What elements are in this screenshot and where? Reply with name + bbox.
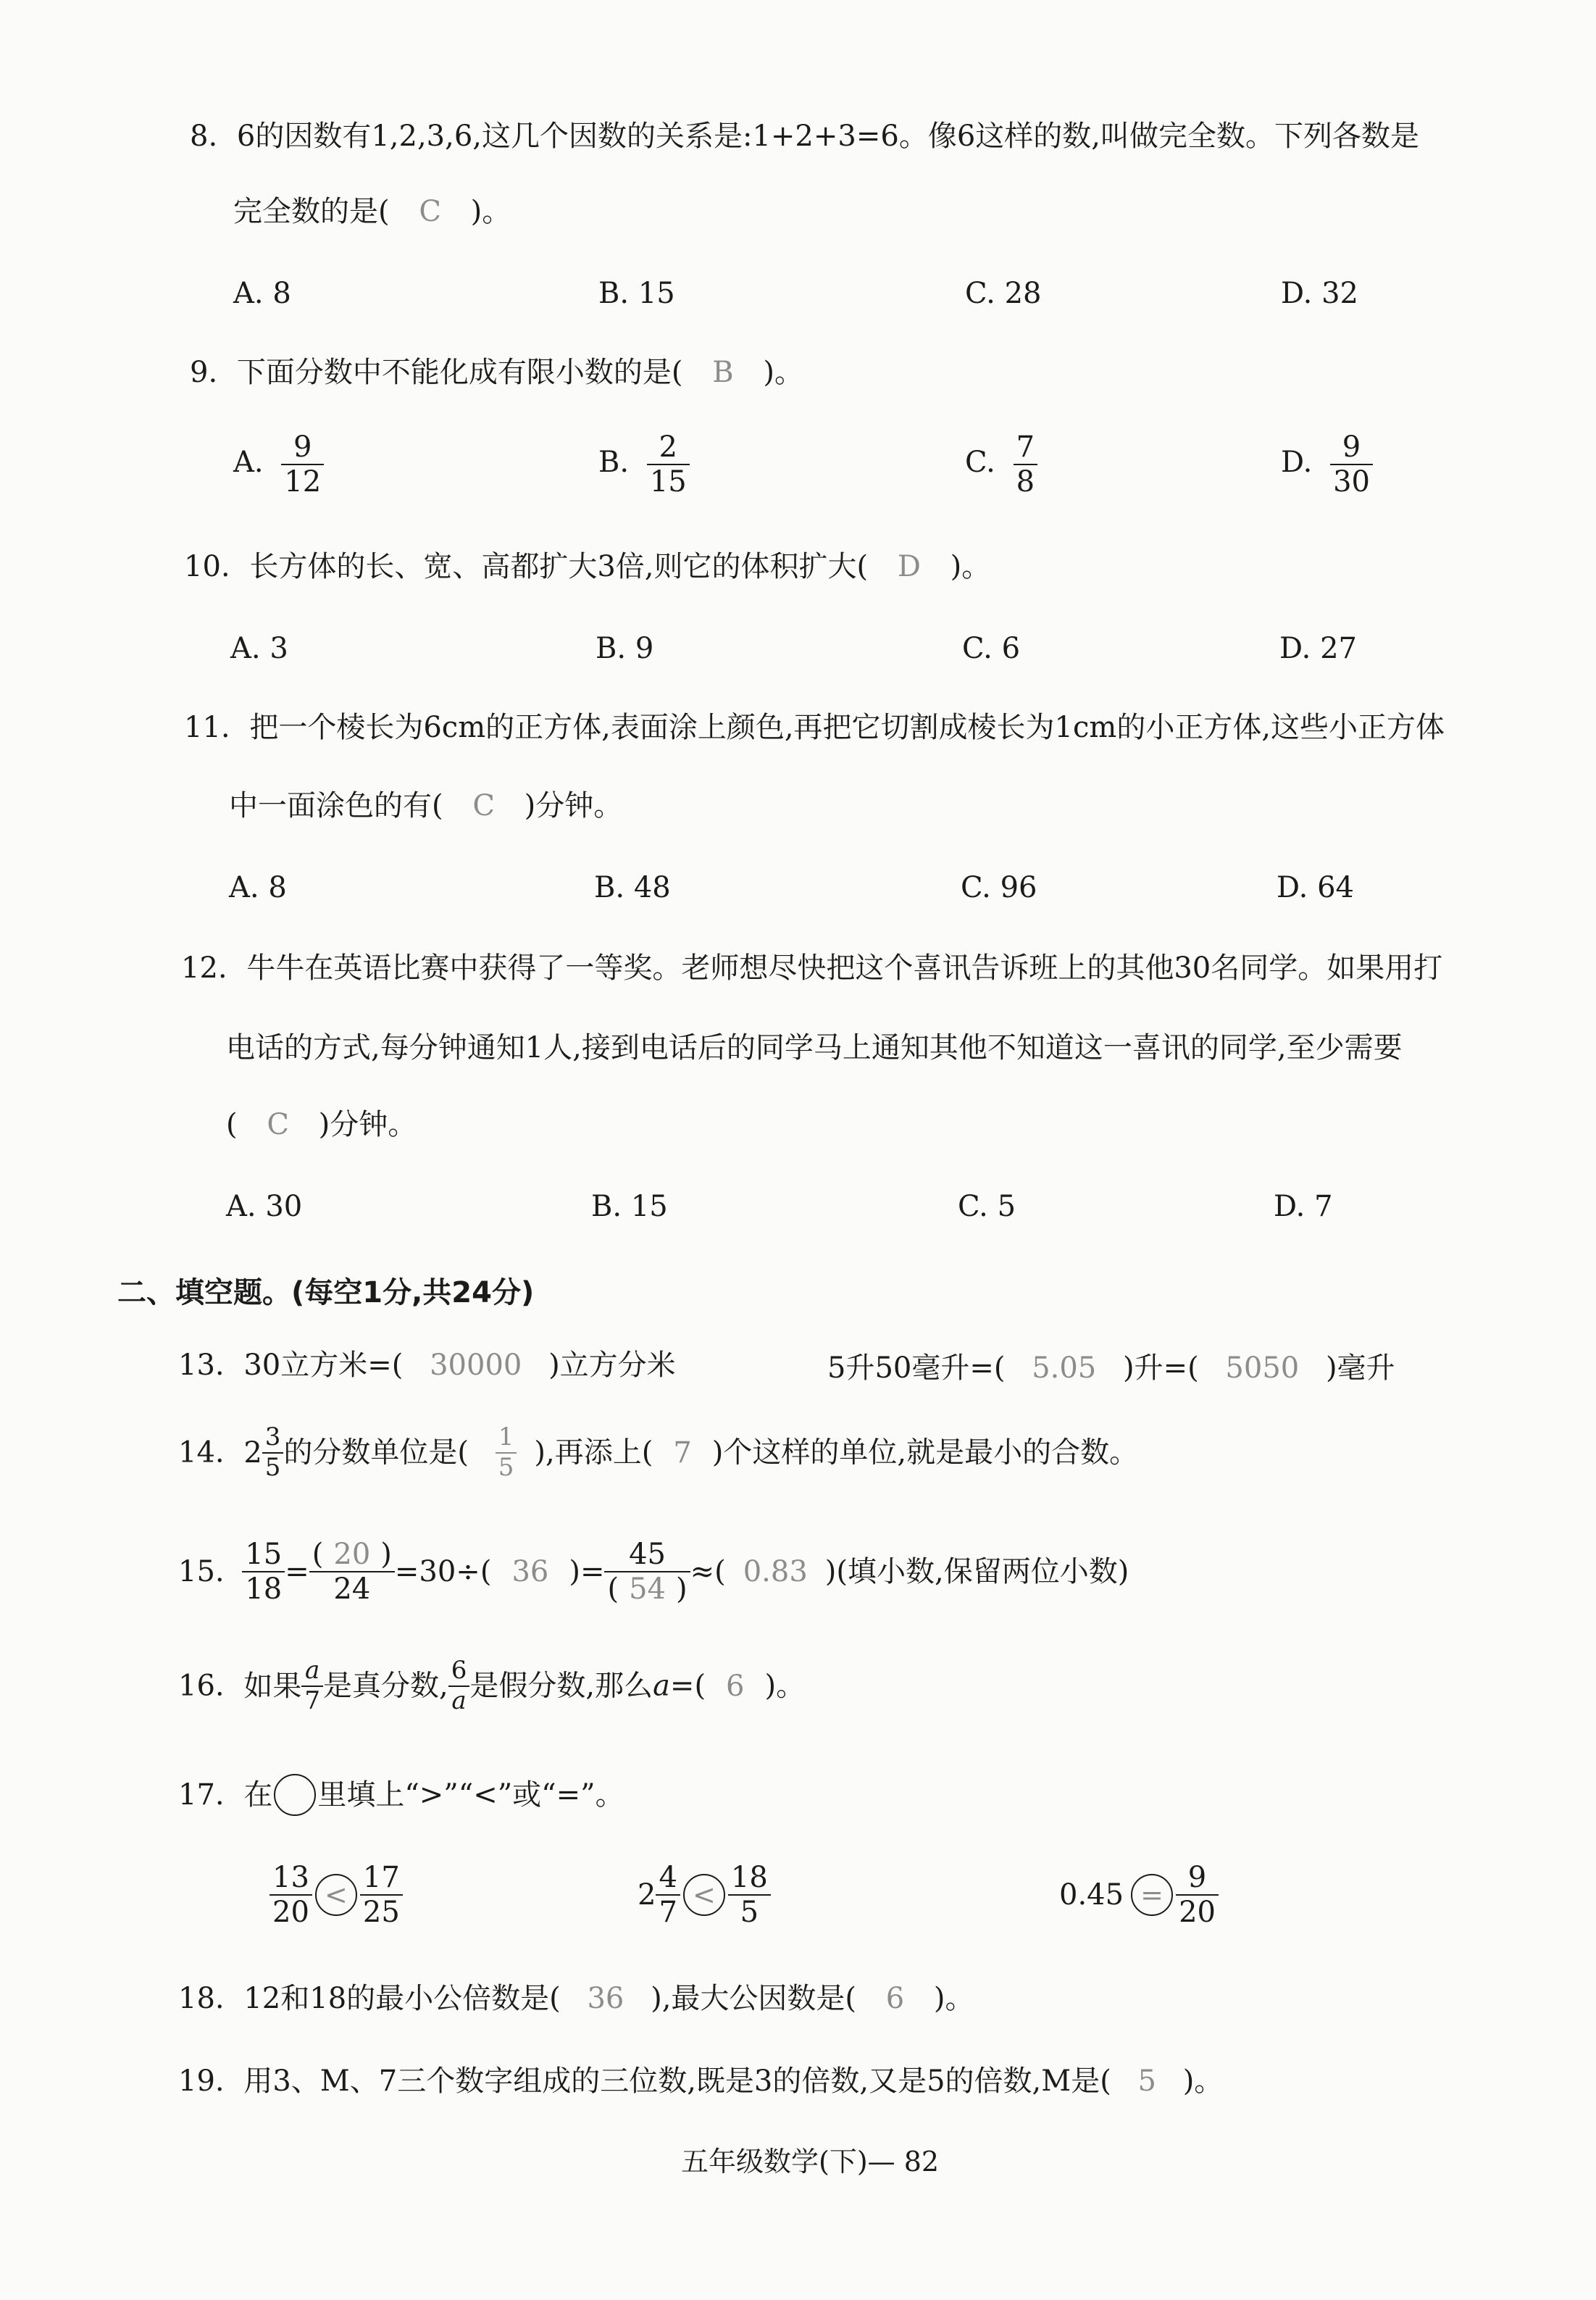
- answer-16: 6: [726, 1669, 745, 1703]
- option-c: C. $\frac{7}{8}$: [965, 432, 1037, 497]
- answer-15d: 0.83: [743, 1555, 808, 1588]
- option-b: B. 9: [596, 632, 654, 665]
- answer-14b: 7: [673, 1436, 692, 1470]
- option-c: C. 6: [962, 632, 1021, 665]
- answer-13a: 30000: [430, 1349, 522, 1382]
- option-a: A. 8: [229, 871, 287, 904]
- fraction: $\frac{18}{5}$: [728, 1862, 771, 1928]
- fraction: $\frac{45}{( 54 )}$: [604, 1539, 690, 1604]
- fraction: $\frac{13}{20}$: [270, 1862, 312, 1928]
- comparison-circle: <: [683, 1874, 725, 1916]
- question-16: 16. 如果 $\frac{a}{7}$ 是真分数, $\frac{6}{a}$ 是假分数,那么a=( 6 )。: [178, 1656, 806, 1715]
- option-a: A. 30: [226, 1190, 303, 1223]
- question-11-line-2: 中一面涂色的有( C )分钟。: [229, 789, 623, 822]
- section-heading: 二、填空题。(每空1分,共24分): [117, 1276, 535, 1309]
- question-13-part-b: 5升50毫升=( 5.05 )升=( 5050 )毫升: [827, 1351, 1395, 1385]
- question-13-part-a: 13. 30立方米=( 30000 )立方分米: [178, 1349, 676, 1382]
- fraction: $\frac{3}{5}$: [262, 1425, 284, 1480]
- answer-10: D: [897, 550, 921, 583]
- option-a: A. 3: [230, 632, 288, 665]
- fraction: $\frac{17}{25}$: [360, 1862, 403, 1928]
- question-10: 10. 长方体的长、宽、高都扩大3倍,则它的体积扩大( D )。: [184, 550, 991, 583]
- option-b: B. 48: [594, 871, 671, 904]
- answer-19: 5: [1137, 2064, 1156, 2098]
- option-d: D. 32: [1281, 277, 1358, 310]
- answer-15b: 36: [511, 1555, 549, 1588]
- question-12-line-2: 电话的方式,每分钟通知1人,接到电话后的同学马上通知其他不知道这一喜讯的同学,至少需要: [226, 1031, 1403, 1064]
- answer-14a-fraction: $\frac{1}{5}$: [496, 1425, 517, 1480]
- option-d: D. 27: [1279, 632, 1357, 665]
- question-9: 9. 下面分数中不能化成有限小数的是( B )。: [190, 356, 803, 389]
- fraction: $\frac{( 20 )}{24}$: [309, 1539, 395, 1604]
- fraction: $\frac{9}{20}$: [1176, 1862, 1219, 1928]
- answer-18b: 6: [885, 1982, 905, 2015]
- answer-12: C: [267, 1108, 289, 1141]
- fraction: $\frac{7}{8}$: [1014, 432, 1037, 497]
- question-12-line-1: 12. 牛牛在英语比赛中获得了一等奖。老师想尽快把这个喜讯告诉班上的其他30名同学。如果用打: [181, 951, 1443, 985]
- question-12-line-3: ( C )分钟。: [226, 1108, 417, 1141]
- option-b: B. 15: [591, 1190, 668, 1223]
- question-text: 6的因数有1,2,3,6,这几个因数的关系是:1+2+3=6。像6这样的数,叫做完全数。下列各数是: [236, 120, 1419, 153]
- comparison-circle: <: [315, 1874, 357, 1916]
- option-c: C. 5: [958, 1190, 1016, 1223]
- question-19: 19. 用3、M、7三个数字组成的三位数,既是3的倍数,又是5的倍数,M是( 5 )。: [178, 2064, 1224, 2098]
- answer-15a: 20: [333, 1538, 371, 1571]
- option-c: C. 28: [965, 277, 1042, 310]
- mixed-number-whole: 2: [243, 1436, 262, 1470]
- option-a: A. 8: [233, 277, 291, 310]
- fraction: $\frac{4}{7}$: [656, 1862, 680, 1928]
- answer-15c: 54: [629, 1572, 666, 1606]
- compare-item-3: 0.45 = $\frac{9}{20}$: [1059, 1862, 1219, 1928]
- question-17: 17. 在 里填上“>”“<”或“=”。: [178, 1774, 624, 1816]
- option-d: D. $\frac{9}{30}$: [1281, 432, 1373, 497]
- option-d: D. 7: [1274, 1190, 1333, 1223]
- option-b: B. 15: [598, 277, 675, 310]
- question-14: 14. 2 $\frac{3}{5}$ 的分数单位是( $\frac{1}{5}$ ),再添上( 7 )个这样的单位,就是最小的合数。: [178, 1422, 1139, 1482]
- fraction: $\frac{9}{12}$: [281, 432, 324, 497]
- compare-item-1: [270, 1862, 403, 1928]
- answer-8: C: [419, 195, 441, 228]
- answer-9: B: [712, 356, 734, 389]
- question-8-line-2: 完全数的是( C )。: [233, 195, 511, 228]
- fraction: $\frac{9}{30}$: [1330, 432, 1373, 497]
- question-8-line-1: [190, 122, 1419, 151]
- answer-13b: 5.05: [1032, 1351, 1097, 1385]
- page-footer: 五年级数学(下)— 82: [681, 2146, 940, 2178]
- question-15: 15. $\frac{15}{18}$ = $\frac{( 20 )}{24}$ =30÷( 36 )= $\frac{45}{( 54 )}$ ≈( 0.83 )(填小数,保留两位小数): [178, 1538, 1129, 1606]
- fraction: $\frac{a}{7}$: [301, 1658, 323, 1714]
- option-b: B. $\frac{2}{15}$: [598, 432, 690, 497]
- option-c: C. 96: [961, 871, 1037, 904]
- answer-11: C: [472, 789, 495, 822]
- fraction: $\frac{2}{15}$: [647, 432, 690, 497]
- question-number: 8.: [190, 120, 218, 153]
- answer-18a: 36: [587, 1982, 624, 2015]
- fraction: $\frac{15}{18}$: [242, 1539, 285, 1604]
- comparison-circle: =: [1131, 1874, 1173, 1916]
- fraction: $\frac{6}{a}$: [448, 1658, 470, 1714]
- circle-blank-icon: [274, 1774, 316, 1816]
- compare-item-2: 2 $\frac{4}{7}$ < $\frac{18}{5}$: [638, 1862, 771, 1928]
- question-18: 18. 12和18的最小公倍数是( 36 ),最大公因数是( 6 )。: [178, 1982, 974, 2015]
- option-a: A. $\frac{9}{12}$: [233, 432, 324, 497]
- answer-13c: 5050: [1225, 1351, 1300, 1385]
- question-11-line-1: 11. 把一个棱长为6cm的正方体,表面涂上颜色,再把它切割成棱长为1cm的小正方体,这些小正方体: [184, 711, 1445, 744]
- option-d: D. 64: [1277, 871, 1354, 904]
